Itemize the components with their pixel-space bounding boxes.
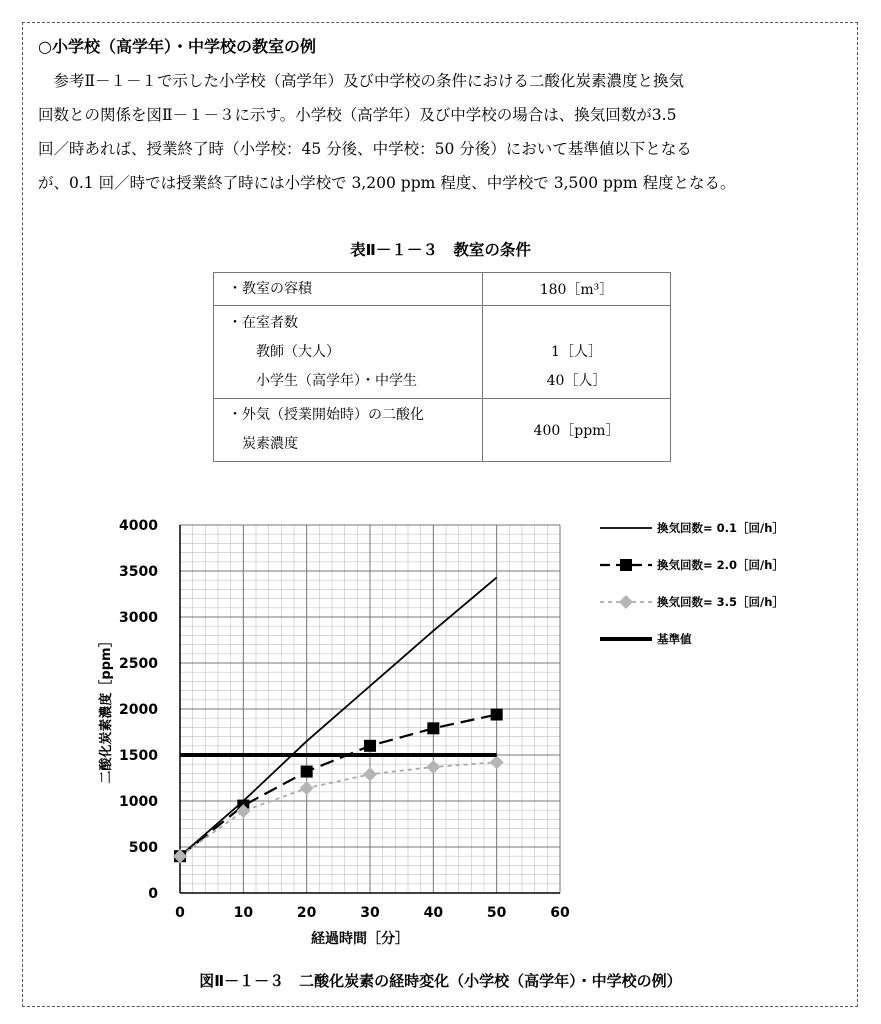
y-tick-label: 4000 <box>119 518 158 534</box>
data-point-series-1 <box>427 722 439 734</box>
data-point-series-1 <box>491 709 503 721</box>
x-tick-label: 40 <box>423 905 444 921</box>
y-tick-label: 1500 <box>119 748 158 764</box>
teacher-label: 教師（大人） <box>256 343 340 360</box>
volume-label: ・教室の容積 <box>228 280 312 297</box>
x-tick-label: 30 <box>360 905 380 921</box>
data-point-series-2 <box>363 767 377 781</box>
volume-value: 180［m³］ <box>539 282 614 298</box>
series-line-2 <box>180 762 497 856</box>
data-point-series-2 <box>300 781 314 795</box>
legend-label-2: 換気回数= 3.5［回/h］ <box>657 595 784 609</box>
legend-label-1: 換気回数= 2.0［回/h］ <box>657 558 784 572</box>
series-line-1 <box>180 715 497 857</box>
co2-label-line1: ・外気（授業開始時）の二酸化 <box>228 407 424 423</box>
x-axis-label: 経過時間［分］ <box>311 931 409 947</box>
y-axis-label: 二酸化炭素濃度［ppm］ <box>99 634 114 784</box>
x-tick-label: 20 <box>296 905 317 921</box>
section-heading: ○小学校（高学年）・中学校の教室の例 <box>38 37 316 56</box>
data-point-series-1 <box>364 740 376 752</box>
x-tick-label: 0 <box>175 905 185 921</box>
paragraph-line: 回／時あれば、授業終了時（小学校：45 分後、中学校：50 分後）において基準値以下となる <box>38 140 692 158</box>
occupants-label: ・在室者数 <box>228 314 298 331</box>
paragraph-line: が、0.1 回／時では授業終了時には小学校で 3,200 ppm 程度、中学校で 3,500 ppm 程度となる。 <box>38 174 736 192</box>
x-tick-label: 50 <box>486 905 507 921</box>
series-line-0 <box>180 577 497 856</box>
data-point-series-2 <box>426 760 440 774</box>
y-tick-label: 0 <box>148 886 158 902</box>
y-tick-label: 500 <box>128 840 158 856</box>
co2-value: 400［ppm］ <box>533 423 620 439</box>
data-point-series-1 <box>301 766 313 778</box>
paragraph-line: 参考Ⅱ－１－１で示した小学校（高学年）及び中学校の条件における二酸化炭素濃度と換気 <box>53 72 685 90</box>
legend-label-0: 換気回数= 0.1［回/h］ <box>657 521 784 535</box>
data-point-series-2 <box>490 755 504 769</box>
student-label: 小学生（高学年）・中学生 <box>256 372 417 389</box>
y-tick-label: 2000 <box>119 702 158 718</box>
table-title: 表Ⅱ－１－３ 教室の条件 <box>350 241 531 259</box>
y-tick-label: 3000 <box>119 610 158 626</box>
legend-marker-1 <box>620 559 632 571</box>
teacher-value: 1［人］ <box>551 343 602 360</box>
y-tick-label: 1000 <box>119 794 158 810</box>
legend-label-3: 基準値 <box>657 632 692 646</box>
co2-label-line2: 炭素濃度 <box>242 436 298 452</box>
paragraph-line: 回数との関係を図Ⅱ－１－３に示す。小学校（高学年）及び中学校の場合は、換気回数が3.5 <box>38 106 677 124</box>
x-tick-label: 10 <box>233 905 254 921</box>
figure-caption: 図Ⅱ－１－３ 二酸化炭素の経時変化（小学校（高学年）・中学校の例） <box>199 972 682 990</box>
y-tick-label: 3500 <box>119 564 158 580</box>
y-tick-label: 2500 <box>119 656 158 672</box>
student-value: 40［人］ <box>546 372 607 389</box>
legend-marker-2 <box>619 595 633 609</box>
x-tick-label: 60 <box>550 905 570 921</box>
